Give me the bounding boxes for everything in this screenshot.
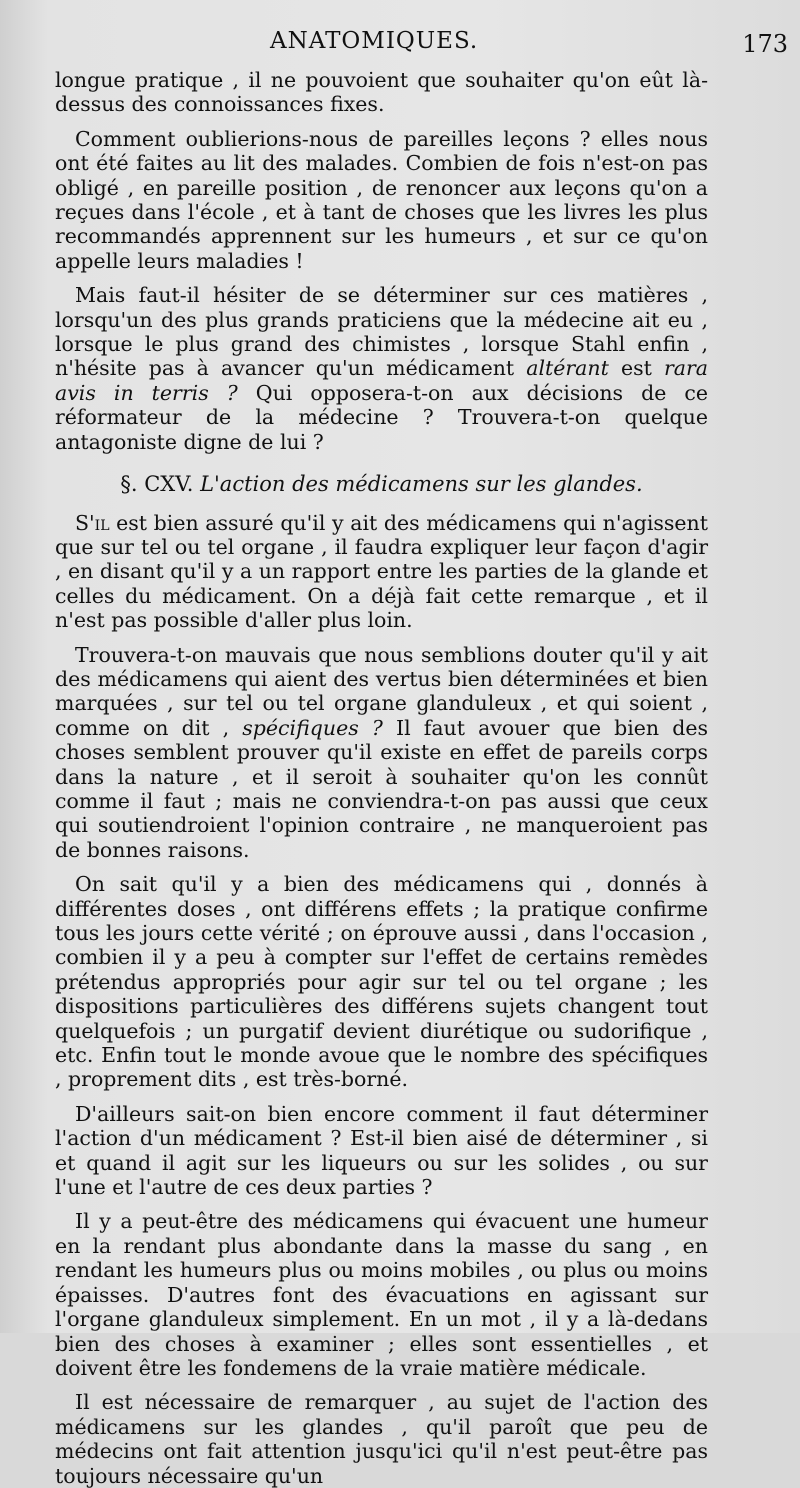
italic-term: spécifiques ? [242, 715, 383, 740]
paragraph-trouvera [55, 643, 708, 863]
text-run: Mais faut-il hésiter de se déterminer sur ces matières , lorsqu'un des plus grands praticiens que la médecine ait eu , lorsque le plus grand des chimistes , lorsque Stahl enfin , n'hésite pas à avancer qu'un médicament [55, 283, 708, 381]
page-number: 173 [742, 30, 788, 58]
paragraph-continued: longue pratique , il ne pouvoient que souhaiter qu'on eût là-dessus des connoissances fixes. [55, 68, 708, 117]
paragraph: Comment oublierions-nous de pareilles leçons ? elles nous ont été faites au lit des malades. Combien de fois n'est-on pas obligé , en pareille position , de renoncer aux leçons qu'on a reçues dans l'école , et à tant de choses que les livres les plus recommandés apprennent sur les humeurs , et sur ce qu'on appelle leurs maladies ! [55, 126, 708, 273]
paragraph: D'ailleurs sait-on bien encore comment il faut déterminer l'action d'un médicament ? Est-il bien aisé de déterminer , si et quand il agit sur les liqueurs ou sur les solides , ou sur l'une et l'autre de ces deux parties ? [55, 1101, 708, 1200]
dropcap-word: S'il [75, 510, 110, 535]
text-run: Trouvera-t-on mauvais que nous semblions douter qu'il y ait des médicamens qui aient des vertus bien déterminées et bien marquées , sur tel ou tel organe glanduleux , et qui soient , comme on dit , [55, 642, 708, 740]
text-run: est [608, 356, 664, 381]
paragraph-sil [55, 511, 708, 633]
section-heading [55, 472, 708, 496]
text-run: est bien assuré qu'il y ait des médicamens qui n'agissent que sur tel ou tel organe , il faudra expliquer leur façon d'agir , en disant qu'il y a un rapport entre les parties de la glande et celles du médicament. On a déjà fait cette remarque , et il n'est pas possible d'aller plus loin. [55, 510, 708, 633]
running-title: ANATOMIQUES. [270, 28, 479, 54]
paragraph-stahl [55, 283, 708, 454]
section-title: L'action des médicamens sur les glandes. [200, 472, 643, 497]
page-header [55, 22, 788, 68]
italic-term: altérant [526, 356, 609, 381]
text-run: Il faut avouer que bien des choses semblent prouver qu'il existe en effet de pareils corps dans la nature , et il seroit à souhaiter qu'on les connût comme il faut ; mais ne conviendra-t-on pas aussi que ceux qui soutiendroient l'opinion contraire , ne manqueroient pas de bonnes raisons. [55, 715, 708, 862]
body-text [55, 68, 708, 1488]
paragraph: Il y a peut-être des médicamens qui évacuent une humeur en la rendant plus abondante dans la masse du sang , en rendant les humeurs plus ou moins mobiles , ou plus ou moins épaisses. D'autres font des évacuations en agissant sur l'organe glanduleux simplement. En un mot , il y a là-dedans bien des choses à examiner ; elles sont essentielles , et doivent être les fondemens de la vraie matière médicale. [55, 1209, 708, 1380]
text-run: Qui opposera-t-on aux décisions de ce réformateur de la médecine ? Trouvera-t-on quelque antagoniste digne de lui ? [55, 380, 708, 454]
italic-latin-phrase: rara avis in terris ? [55, 356, 708, 405]
paragraph: On sait qu'il y a bien des médicamens qui , donnés à différentes doses , ont différens effets ; la pratique confirme tous les jours cette vérité ; on éprouve aussi , dans l'occasion , combien il y a peu à compter sur l'effet de certains remèdes prétendus appropriés pour agir sur tel ou tel organe ; les dispositions particulières des différens sujets changent tout quelquefois ; un purgatif devient diurétique ou sudorifique , etc. Enfin tout le monde avoue que le nombre des spécifiques , proprement dits , est très-borné. [55, 872, 708, 1092]
section-number: §. CXV. [120, 472, 194, 497]
paragraph: Il est nécessaire de remarquer , au sujet de l'action des médicamens sur les glandes , qu'il paroît que peu de médecins ont fait attention jusqu'ici qu'il n'est peut-être pas toujours nécessaire qu'un [55, 1390, 708, 1488]
